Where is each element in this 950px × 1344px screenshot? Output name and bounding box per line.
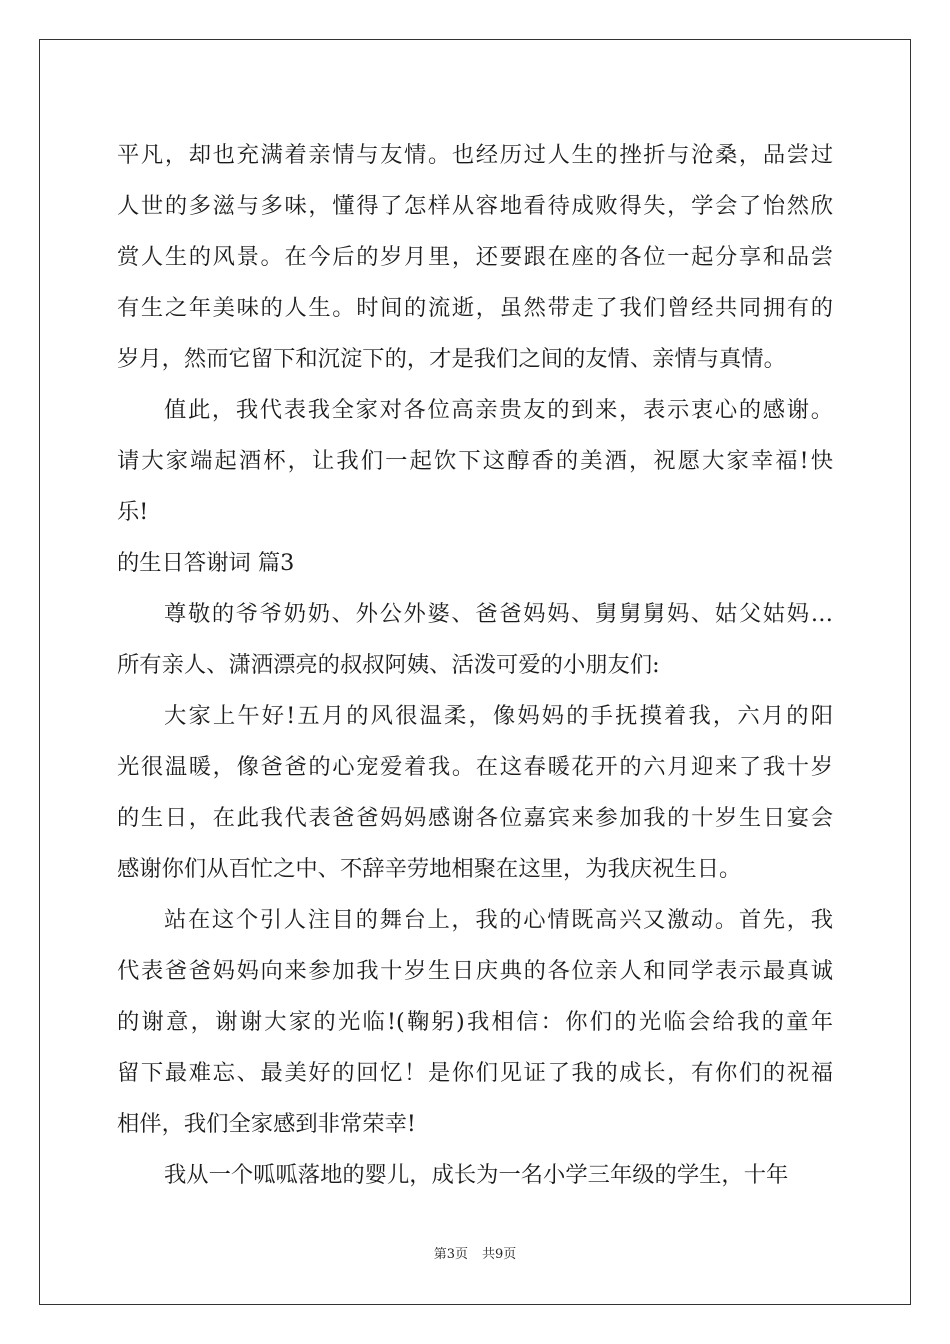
paragraph-line: 人世的多滋与多味，懂得了怎样从容地看待成败得失，学会了怡然欣 [117, 193, 833, 219]
paragraph-line: 光很温暖，像爸爸的心宠爱着我。在这春暖花开的六月迎来了我十岁 [117, 754, 833, 780]
paragraph-line: 我从一个呱呱落地的婴儿，成长为一名小学三年级的学生，十年 [164, 1162, 789, 1188]
page-footer [0, 1246, 950, 1264]
paragraph-line: 的谢意，谢谢大家的光临!(鞠躬)我相信：你们的光临会给我的童年 [117, 1009, 833, 1035]
paragraph-line: 岁月，然而它留下和沉淀下的，才是我们之间的友情、亲情与真情。 [117, 346, 786, 372]
paragraph-line: 所有亲人、潇洒漂亮的叔叔阿姨、活泼可爱的小朋友们: [117, 652, 660, 678]
paragraph-line: 站在这个引人注目的舞台上，我的心情既高兴又激动。首先，我 [164, 907, 833, 933]
paragraph-line: 赏人生的风景。在今后的岁月里，还要跟在座的各位一起分享和品尝 [117, 244, 833, 270]
paragraph-line: 尊敬的爷爷奶奶、外公外婆、爸爸妈妈、舅舅舅妈、姑父姑妈… [164, 601, 833, 627]
page-number: 第3页 [433, 1247, 468, 1262]
paragraph-line: 值此，我代表我全家对各位高亲贵友的到来，表示衷心的感谢。 [164, 397, 833, 423]
paragraph-line: 平凡，却也充满着亲情与友情。也经历过人生的挫折与沧桑，品尝过 [117, 142, 833, 168]
paragraph-line: 相伴，我们全家感到非常荣幸! [117, 1111, 416, 1137]
paragraph-line: 大家上午好!五月的风很温柔，像妈妈的手抚摸着我，六月的阳 [164, 703, 833, 729]
section-heading: 的生日答谢词 篇3 [117, 550, 295, 576]
paragraph-line: 有生之年美味的人生。时间的流逝，虽然带走了我们曾经共同拥有的 [117, 295, 833, 321]
page-total: 共9页 [482, 1247, 517, 1262]
paragraph-line: 代表爸爸妈妈向来参加我十岁生日庆典的各位亲人和同学表示最真诚 [117, 958, 833, 984]
paragraph-line: 的生日，在此我代表爸爸妈妈感谢各位嘉宾来参加我的十岁生日宴会 [117, 805, 833, 831]
paragraph-line: 感谢你们从百忙之中、不辞辛劳地相聚在这里，为我庆祝生日。 [117, 856, 742, 882]
paragraph-line: 乐! [117, 499, 149, 525]
document-body [117, 130, 833, 1201]
paragraph-line: 留下最难忘、最美好的回忆！是你们见证了我的成长，有你们的祝福 [117, 1060, 833, 1086]
paragraph-line: 请大家端起酒杯，让我们一起饮下这醇香的美酒，祝愿大家幸福!快 [117, 448, 833, 474]
